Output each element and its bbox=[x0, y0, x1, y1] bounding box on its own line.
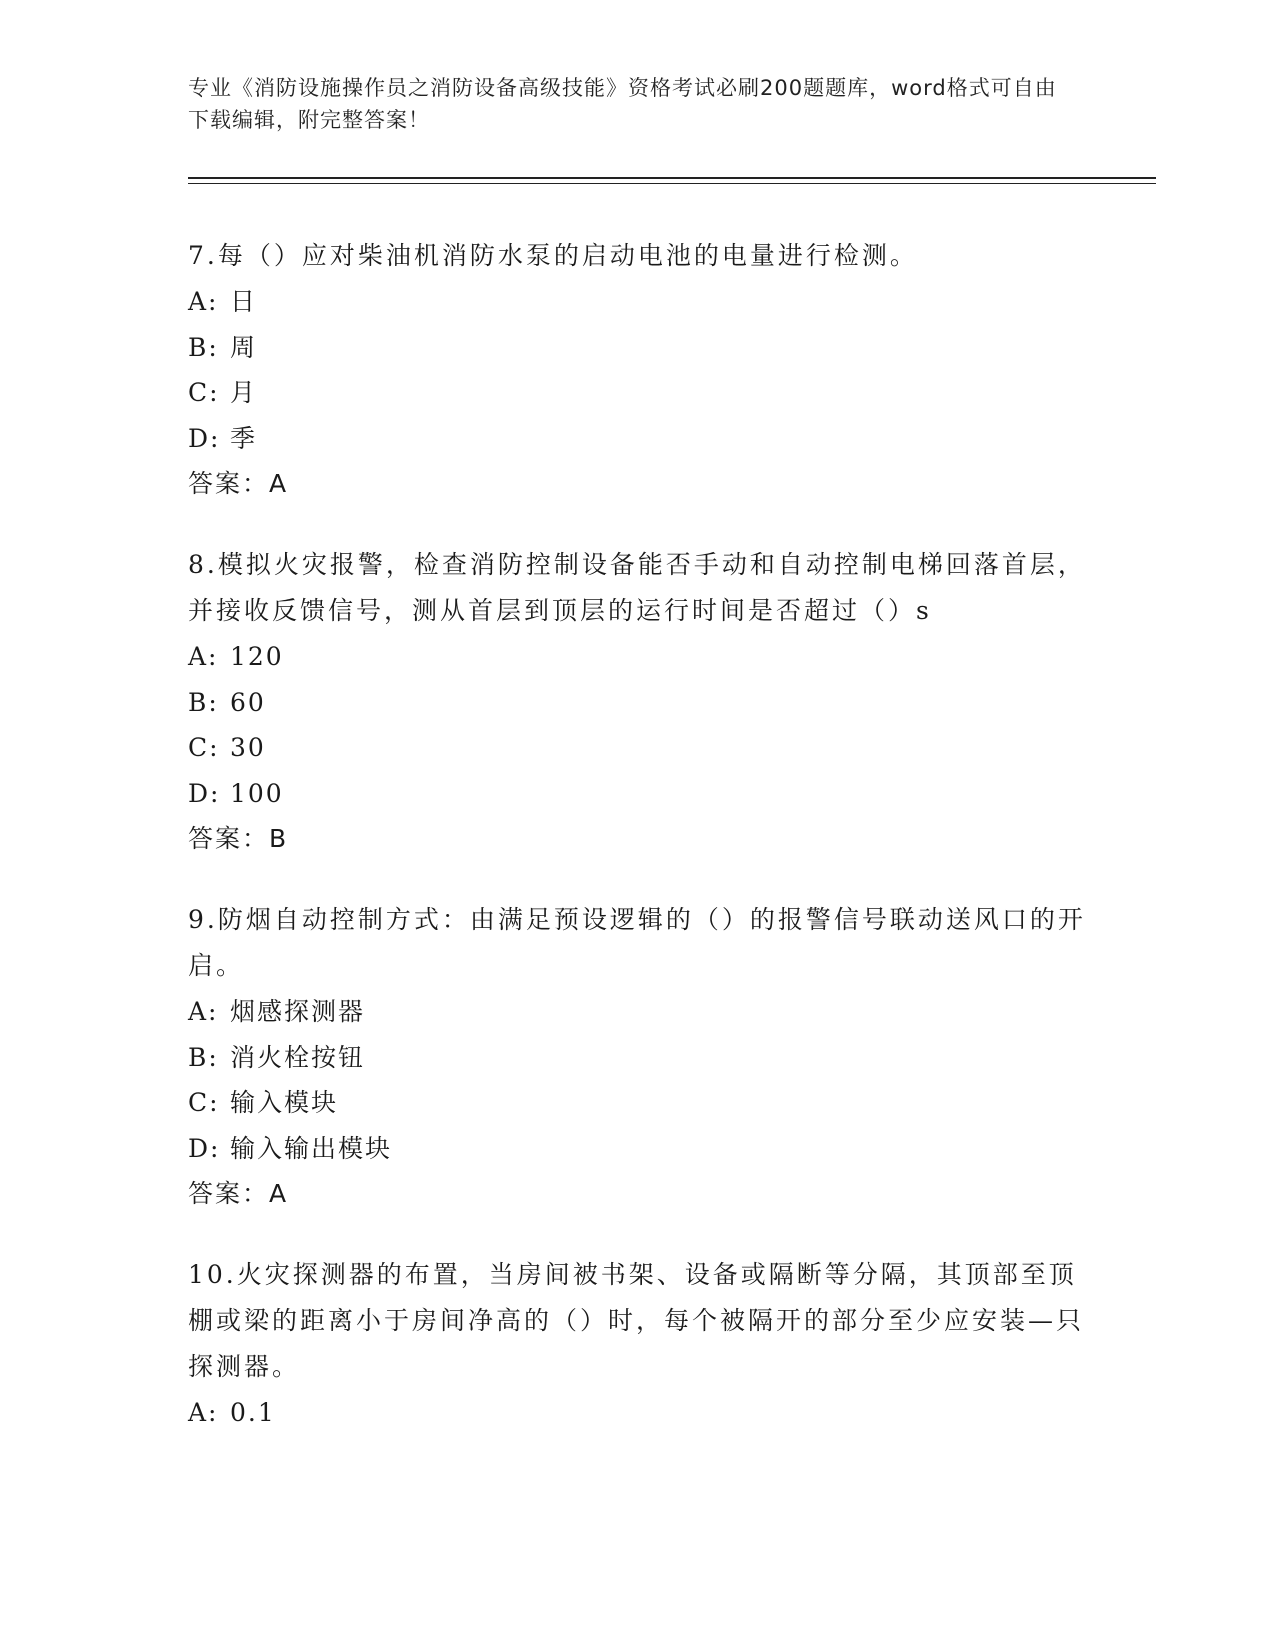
option-letter: C: bbox=[188, 378, 220, 407]
question-stem: 10.火灾探测器的布置，当房间被书架、设备或隔断等分隔，其顶部至顶棚或梁的距离小于房间净高的（）时，每个被隔开的部分至少应安装—只探测器。 bbox=[188, 1260, 1085, 1381]
option-text: 日 bbox=[230, 287, 258, 316]
option-a bbox=[188, 989, 1088, 1035]
option-d bbox=[188, 1126, 1088, 1172]
option-letter: D: bbox=[188, 1133, 221, 1163]
option-letter: A: bbox=[188, 287, 219, 316]
option-a bbox=[188, 634, 1088, 680]
option-c bbox=[188, 725, 1088, 771]
answer-line: 答案：A bbox=[188, 469, 289, 498]
option-text: 季 bbox=[230, 423, 258, 453]
question-stem: 9.防烟自动控制方式：由满足预设逻辑的（）的报警信号联动送风口的开启。 bbox=[188, 905, 1086, 980]
option-a bbox=[188, 1390, 1088, 1436]
question-9 bbox=[188, 897, 1088, 1216]
option-letter: C: bbox=[188, 1088, 220, 1117]
option-text: 30 bbox=[230, 733, 266, 762]
option-b bbox=[188, 1035, 1088, 1081]
option-b bbox=[188, 325, 1088, 371]
option-letter: B: bbox=[188, 1042, 219, 1072]
option-text: 输入模块 bbox=[230, 1088, 339, 1117]
answer-line: 答案：A bbox=[188, 1179, 289, 1208]
answer-line: 答案：B bbox=[188, 824, 289, 853]
header-divider-thick bbox=[188, 177, 1156, 179]
header-divider-thin bbox=[188, 183, 1156, 184]
option-text: 0.1 bbox=[230, 1398, 276, 1427]
option-letter: D: bbox=[188, 423, 221, 453]
option-text: 100 bbox=[230, 778, 284, 808]
option-text: 输入输出模块 bbox=[230, 1133, 393, 1163]
option-text: 120 bbox=[230, 642, 284, 671]
option-text: 60 bbox=[230, 687, 266, 717]
option-text: 周 bbox=[230, 332, 258, 362]
option-letter: C: bbox=[188, 733, 220, 762]
option-c bbox=[188, 370, 1088, 416]
question-7 bbox=[188, 233, 1088, 506]
option-letter: D: bbox=[188, 778, 221, 808]
question-list bbox=[188, 233, 1088, 1472]
document-header: 专业《消防设施操作员之消防设备高级技能》资格考试必刷200题题库，word格式可自由下载编辑，附完整答案！ bbox=[188, 76, 1057, 132]
question-stem: 8.模拟火灾报警，检查消防控制设备能否手动和自动控制电梯回落首层，并接收反馈信号，测从首层到顶层的运行时间是否超过（）s bbox=[188, 550, 1086, 625]
option-letter: A: bbox=[188, 997, 219, 1026]
question-10 bbox=[188, 1252, 1088, 1436]
question-8 bbox=[188, 542, 1088, 861]
option-text: 烟感探测器 bbox=[230, 997, 366, 1026]
option-letter: A: bbox=[188, 642, 219, 671]
question-stem: 7.每（）应对柴油机消防水泵的启动电池的电量进行检测。 bbox=[188, 241, 918, 270]
option-d bbox=[188, 771, 1088, 817]
option-letter: B: bbox=[188, 332, 219, 362]
option-a bbox=[188, 279, 1088, 325]
option-text: 消火栓按钮 bbox=[230, 1042, 366, 1072]
option-d bbox=[188, 416, 1088, 462]
option-c bbox=[188, 1080, 1088, 1126]
option-letter: B: bbox=[188, 687, 219, 717]
option-text: 月 bbox=[230, 378, 258, 407]
option-letter: A: bbox=[188, 1398, 219, 1427]
option-b bbox=[188, 680, 1088, 726]
